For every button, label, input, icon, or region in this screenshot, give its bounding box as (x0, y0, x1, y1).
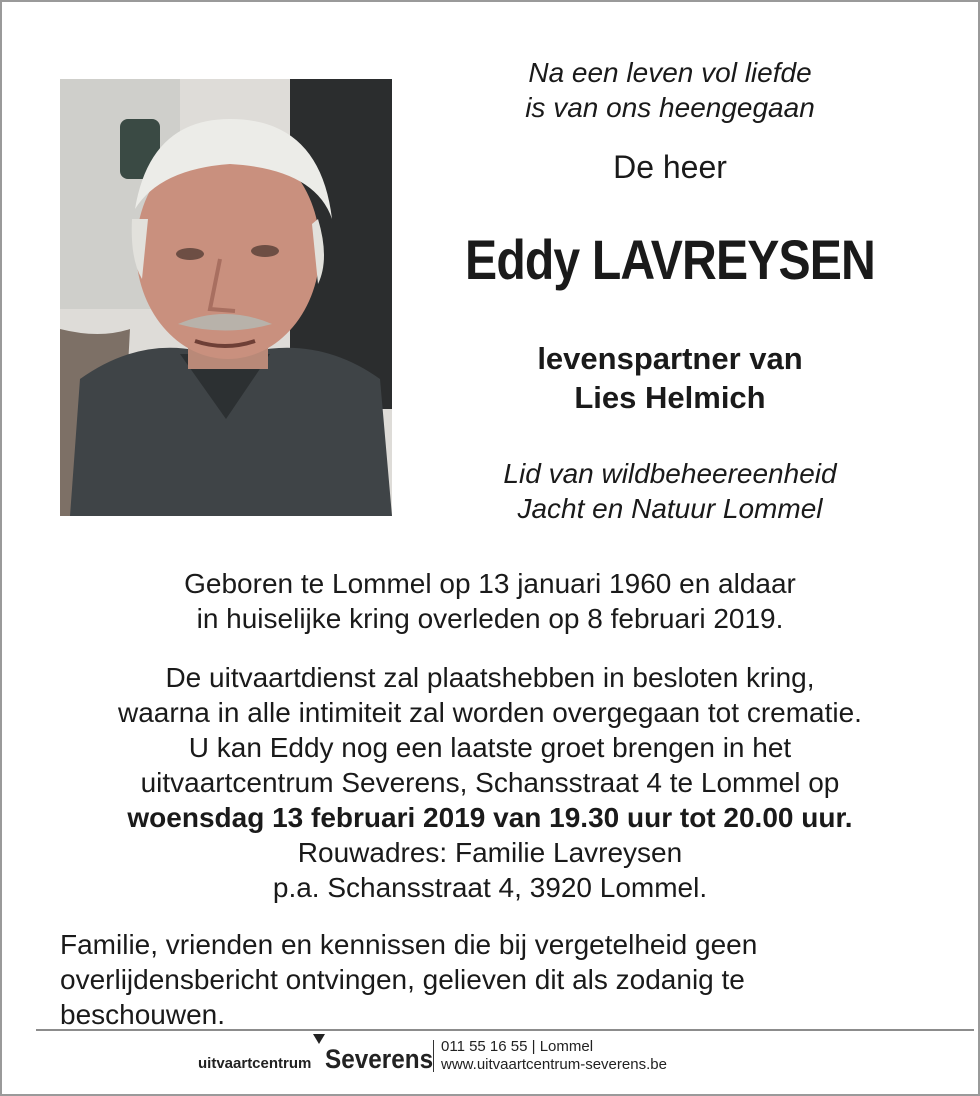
address-line: Rouwadres: Familie Lavreysen (297, 837, 683, 868)
logo-brand-text: Severens (325, 1044, 434, 1074)
partner-line: Lies Helmich (574, 380, 766, 415)
salutation: De heer (613, 149, 727, 185)
deceased-name: Eddy LAVREYSEN (465, 228, 875, 291)
birth-line: Geboren te Lommel op 13 januari 1960 en aldaar (184, 568, 796, 599)
intro-line: is van ons heengegaan (525, 92, 815, 123)
intro-text (430, 55, 910, 125)
notice-line: beschouwen. (60, 999, 226, 1030)
membership-text (430, 456, 910, 526)
footer-divider (36, 1029, 974, 1031)
membership-line: Jacht en Natuur Lommel (517, 493, 823, 524)
service-line: U kan Eddy nog een laatste groet brengen in het (188, 732, 792, 763)
partner-line: levenspartner van (537, 341, 803, 376)
address-line: p.a. Schansstraat 4, 3920 Lommel. (272, 872, 708, 903)
intro-line: Na een leven vol liefde (528, 57, 812, 88)
partner-text (430, 339, 910, 417)
logo-small-text: uitvaartcentrum (198, 1055, 312, 1072)
notice-line: Familie, vrienden en kennissen die bij vergetelheid geen (60, 929, 758, 960)
website-link[interactable]: www.uitvaartcentrum-severens.be (441, 1056, 667, 1073)
service-line: De uitvaartdienst zal plaatshebben in besloten kring, (165, 662, 815, 693)
service-line: waarna in alle intimiteit zal worden overgegaan tot crematie. (118, 697, 862, 728)
service-text (20, 660, 960, 905)
contact-info (441, 1038, 667, 1074)
logo-triangle-icon (313, 1034, 325, 1044)
membership-line: Lid van wildbeheereenheid (503, 458, 837, 489)
birth-death-text (20, 566, 960, 636)
portrait-photo (60, 79, 392, 516)
footer (0, 1034, 980, 1084)
death-line: in huiselijke kring overleden op 8 februari 2019. (196, 603, 784, 634)
notice-text (60, 927, 940, 1032)
portrait-image (60, 79, 392, 516)
service-line: uitvaartcentrum Severens, Schansstraat 4 te Lommel op (140, 767, 840, 798)
notice-line: overlijdensbericht ontvingen, gelieven dit als zodanig te (60, 964, 745, 995)
footer-separator (433, 1040, 434, 1072)
phone-line: 011 55 16 55 | Lommel (441, 1038, 594, 1055)
visit-time: woensdag 13 februari 2019 van 19.30 uur tot 20.00 uur. (127, 802, 853, 833)
